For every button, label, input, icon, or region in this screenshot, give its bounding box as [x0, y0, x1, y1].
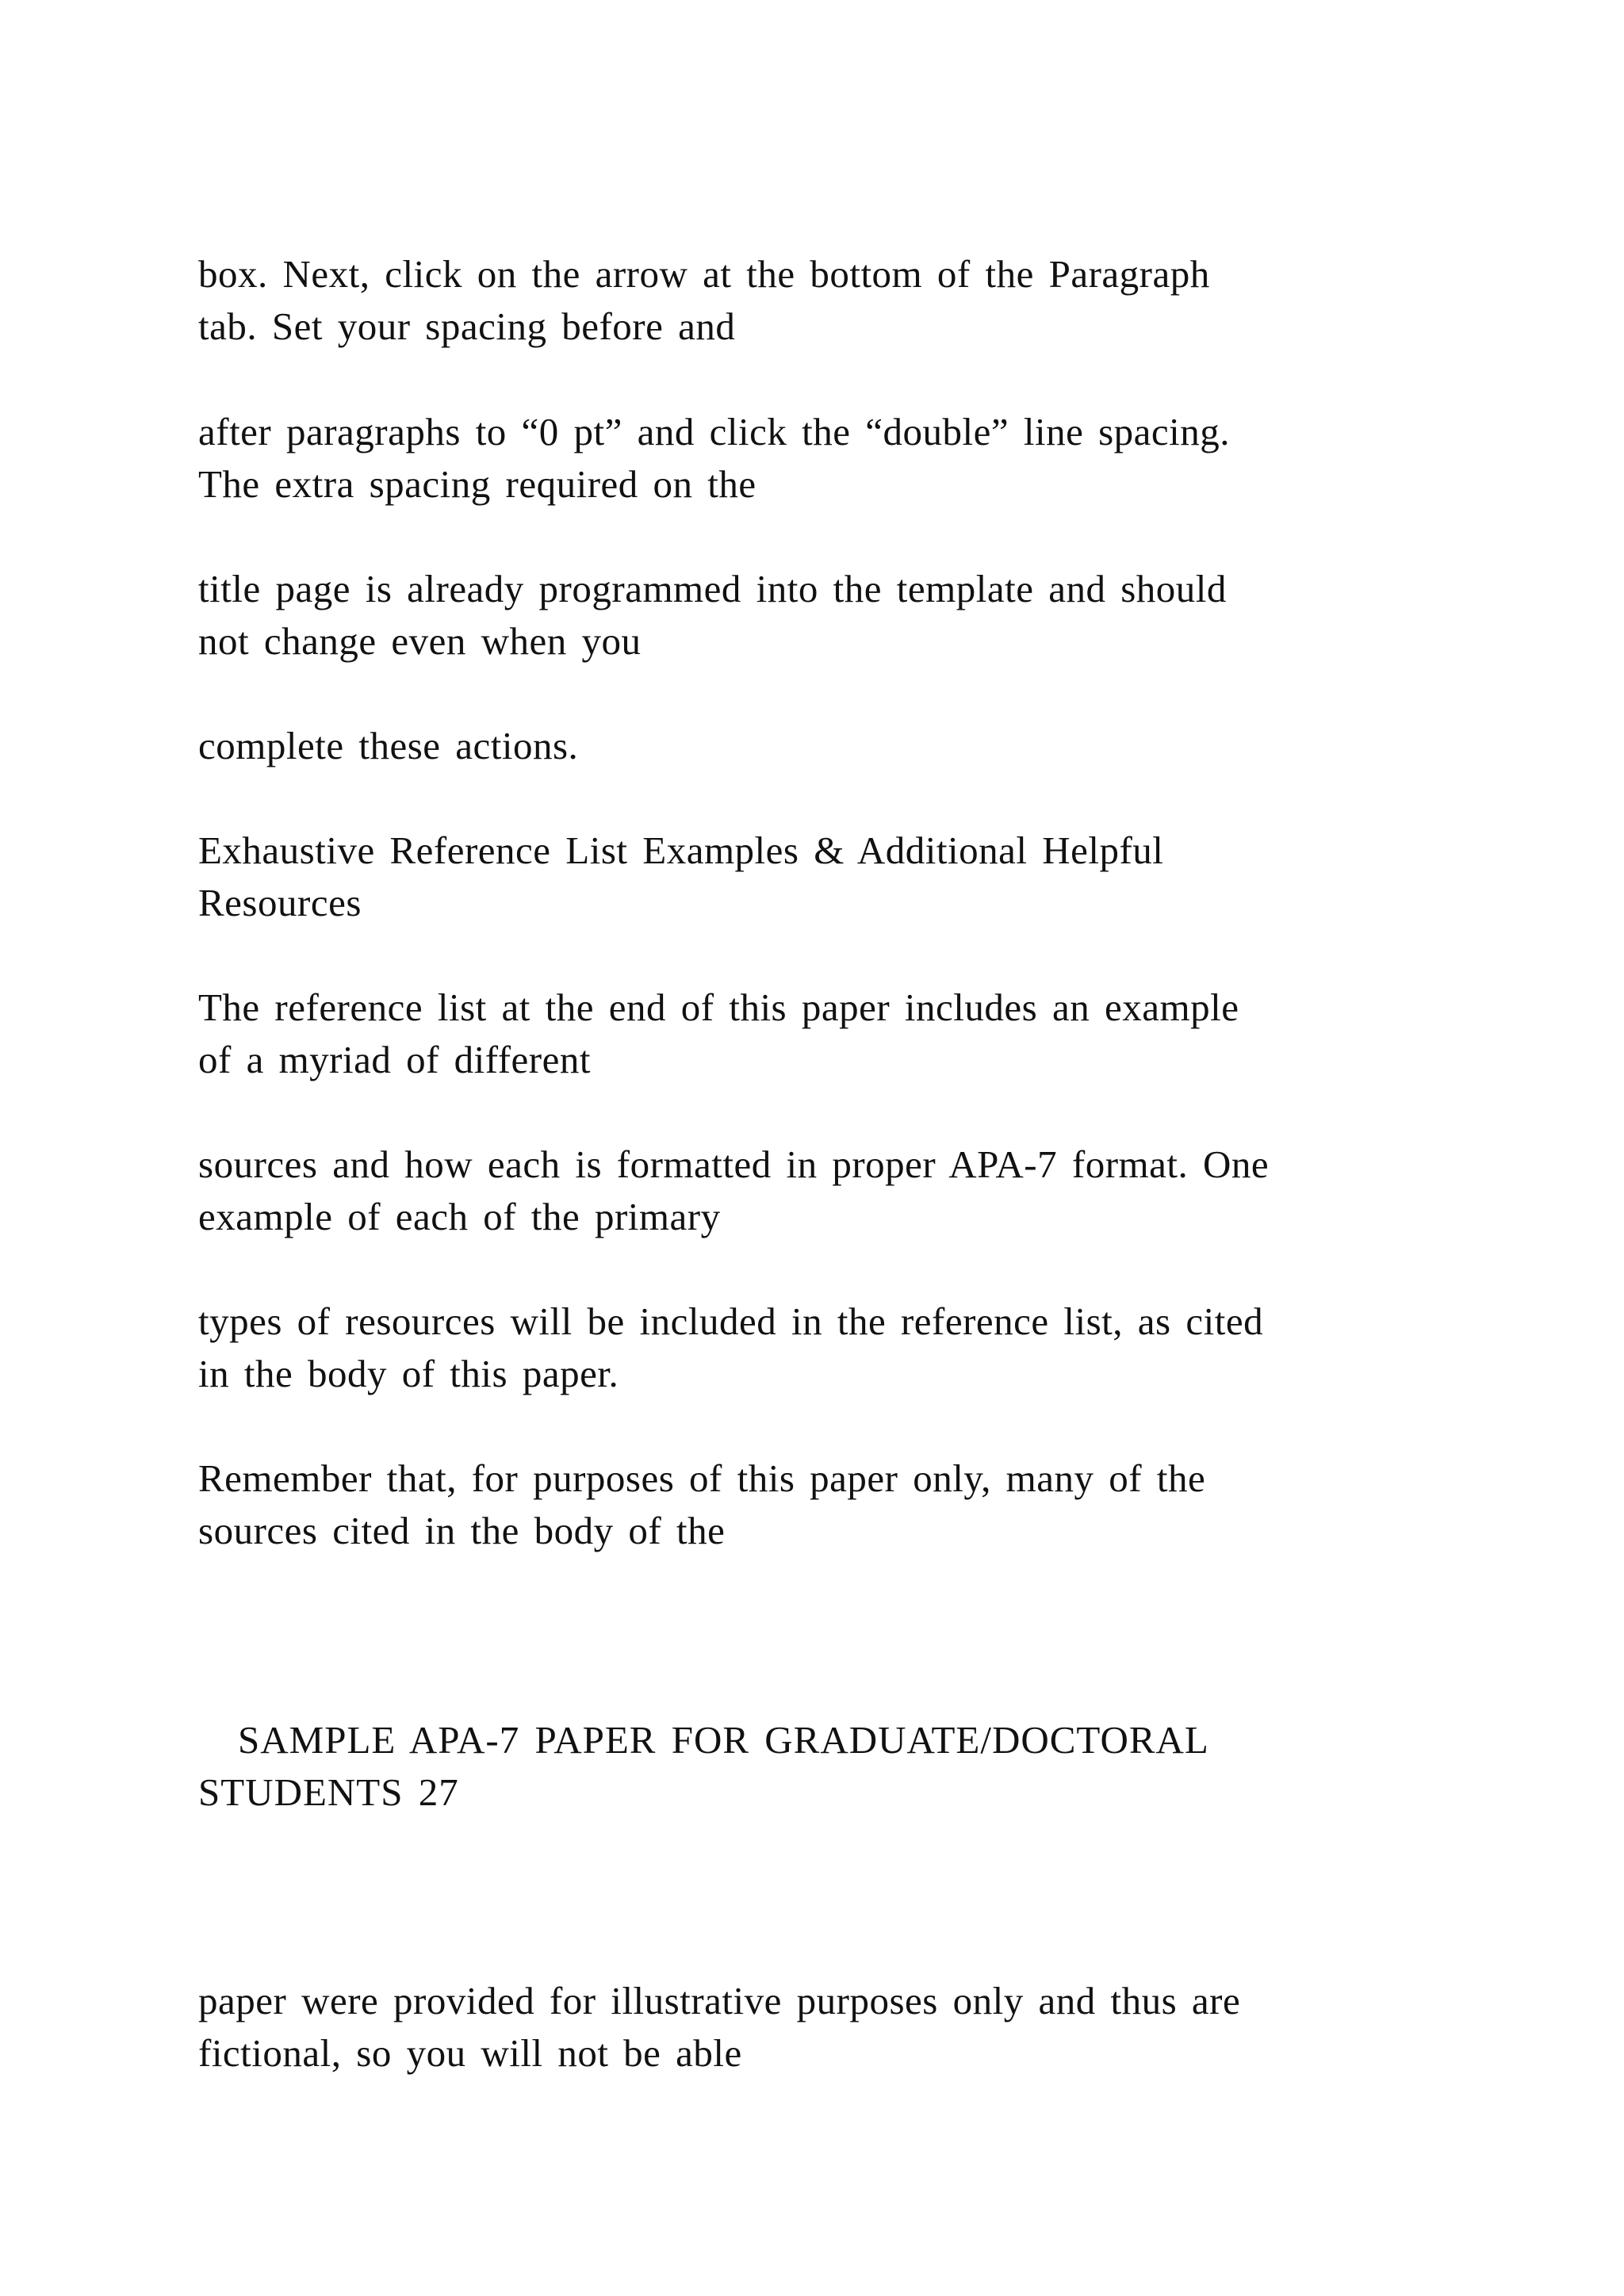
paragraph-line-spacing [198, 406, 1467, 511]
paragraph-fictional-sources [198, 1975, 1467, 2080]
text-line: tab. Set your spacing before and [198, 304, 736, 348]
text-line: Remember that, for purposes of this paper only, many of the [198, 1456, 1206, 1500]
text-line: box. Next, click on the arrow at the bottom of the Paragraph [198, 252, 1210, 296]
text-line: Resources [198, 881, 362, 924]
text-line: paper were provided for illustrative purposes only and thus are [198, 1979, 1241, 2022]
text-line: in the body of this paper. [198, 1352, 619, 1395]
paragraph-complete-actions [198, 720, 1467, 772]
paragraph-resource-types [198, 1295, 1467, 1400]
paragraph-reference-list [198, 982, 1467, 1086]
text-line: not change even when you [198, 619, 642, 663]
text-line: sources and how each is formatted in proper APA-7 format. One [198, 1142, 1270, 1186]
section-heading [198, 825, 1467, 929]
text-line: example of each of the primary [198, 1195, 721, 1238]
paragraph-spacing-instructions [198, 248, 1467, 353]
text-line: types of resources will be included in the reference list, as cited [198, 1299, 1264, 1343]
text-line: The reference list at the end of this paper includes an example [198, 985, 1239, 1029]
text-line: of a myriad of different [198, 1038, 591, 1081]
paragraph-sources-format [198, 1138, 1467, 1243]
paragraph-remember [198, 1452, 1467, 1557]
running-head-title: SAMPLE APA-7 PAPER FOR GRADUATE/DOCTORAL [238, 1718, 1209, 1762]
running-head-page-number: STUDENTS 27 [198, 1770, 459, 1814]
text-line: complete these actions. [198, 724, 579, 767]
text-line: after paragraphs to “0 pt” and click the “double” line spacing. [198, 410, 1231, 453]
paragraph-title-page [198, 563, 1467, 668]
text-line: Exhaustive Reference List Examples & Additional Helpful [198, 828, 1164, 872]
text-line: fictional, so you will not be able [198, 2031, 742, 2075]
text-line: title page is already programmed into the template and should [198, 567, 1227, 610]
text-line: The extra spacing required on the [198, 462, 756, 506]
running-head [198, 1714, 1507, 1819]
text-line: sources cited in the body of the [198, 1509, 726, 1552]
